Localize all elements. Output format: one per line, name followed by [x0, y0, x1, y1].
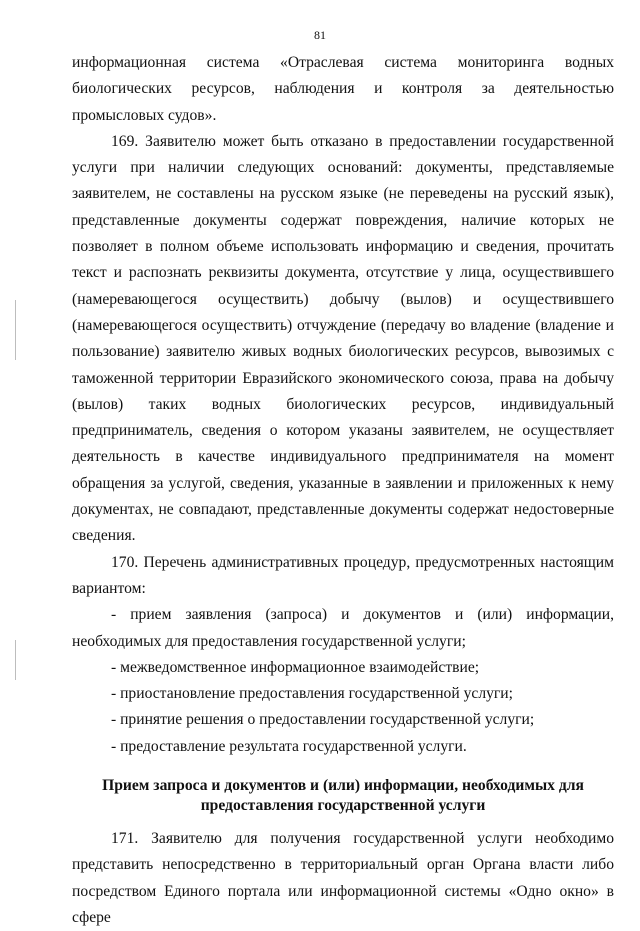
section-heading: Прием запроса и документов и (или) информации, необходимых для предоставления государственной услуги	[102, 777, 584, 815]
list-item: - межведомственное информационное взаимодействие;	[111, 658, 480, 676]
list-item: - приостановление предоставления государственной услуги;	[111, 685, 513, 703]
list-item: - предоставление результата государственной услуги.	[111, 737, 467, 755]
scan-edge-line	[15, 640, 16, 680]
scan-edge-line	[15, 300, 16, 360]
paragraph-continuation: информационная система «Отраслевая система мониторинга водных биологических ресурсов, наблюдения и контроля за деятельностью промысловых судов».	[72, 54, 614, 124]
page-number: 81	[314, 28, 326, 42]
list-item: - прием заявления (запроса) и документов и (или) информации, необходимых для предоставления государственной услуги;	[72, 606, 614, 650]
list-item: - принятие решения о предоставлении государственной услуги;	[111, 711, 535, 729]
document-body	[72, 50, 614, 931]
paragraph-169: 169. Заявителю может быть отказано в предоставлении государственной услуги при наличии следующих оснований: документы, представляемые заявителем, не составлены на русском языке (не переведены на русский язык), представленные документы содержат повреждения, наличие которых не позволяет в полном объеме использовать информацию и сведения, прочитать текст и распознать реквизиты документа, отсутствие у лица, осуществившего (намеревающегося осуществить) добычу (вылов) и осуществившего (намеревающегося осуществить) отчуждение (передачу во владение (владение и пользование) заявителю живых водных биологических ресурсов, вывозимых с таможенной территории Евразийского экономического союза, права на добычу (вылов) таких водных биологических ресурсов, индивидуальный предприниматель, сведения о котором указаны заявителем, не осуществляет деятельность в качестве индивидуального предпринимателя на момент обращения за услугой, сведения, указанные в заявлении и приложенных к нему документах, не совпадают, представленные документы содержат недостоверные сведения.	[72, 132, 614, 545]
paragraph-170: 170. Перечень административных процедур, предусмотренных настоящим вариантом:	[72, 553, 614, 597]
paragraph-171: 171. Заявителю для получения государственной услуги необходимо представить непосредственно в территориальный орган Органа власти либо посредством Единого портала или информационной системы «Одно окно» в сфере	[72, 830, 614, 926]
